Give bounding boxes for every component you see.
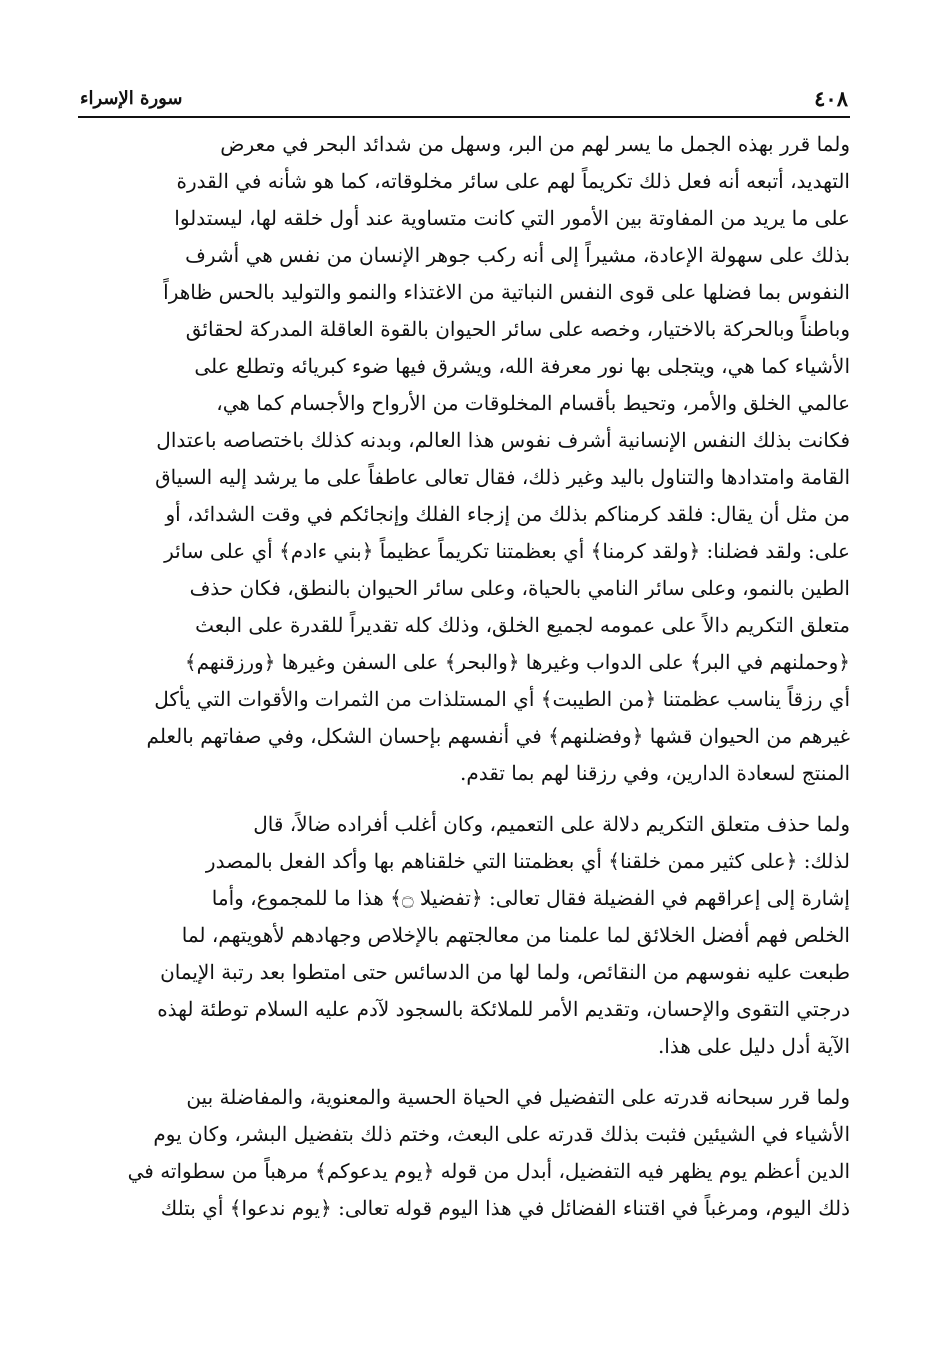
text-line: أي رزقاً يناسب عظمتنا ﴿من الطيبت﴾ أي المستلذات من الثمرات والأقوات التي يأكل bbox=[154, 687, 850, 711]
text-line: طبعت عليه نفوسهم من النقائص، ولما لها من الدسائس حتى امتطوا بعد رتبة الإيمان bbox=[160, 960, 850, 984]
book-page bbox=[78, 80, 850, 1330]
text-line: إشارة إلى إعراقهم في الفضيلة فقال تعالى: ﴿تفضيلا ۝﴾ هذا ما للمجموع، وأما bbox=[211, 886, 850, 910]
text-line: الآية أدل دليل على هذا. bbox=[657, 1034, 850, 1058]
text-line: على ما يريد من المفاوتة بين الأمور التي كانت متساوية عند أول خلقه لها، ليستدلوا bbox=[174, 206, 850, 230]
text-line: النفوس بما فضلها على قوى النفس النباتية من الاغتذاء والنمو والتوليد بالحس ظاهراً bbox=[163, 280, 850, 304]
text-line: بذلك على سهولة الإعادة، مشيراً إلى أنه ركب جوهر الإنسان من نفس هي أشرف bbox=[185, 243, 850, 267]
text-line: ولما قرر سبحانه قدرته على التفضيل في الحياة الحسية والمعنوية، والمفاضلة بين bbox=[186, 1085, 850, 1109]
text-line: على: ولقد فضلنا: ﴿ولقد كرمنا﴾ أي بعظمتنا تكريماً عظيماً ﴿بني ءادم﴾ أي على سائر bbox=[164, 539, 850, 563]
text-line: الدين أعظم يوم يظهر فيه التفضيل، أبدل من قوله ﴿يوم يدعوكم﴾ مرهباً من سطواته في bbox=[127, 1159, 850, 1183]
text-line: ولما قرر بهذه الجمل ما يسر لهم من البر، وسهل من شدائد البحر في معرض bbox=[220, 132, 850, 156]
text-line: الأشياء في الشيئين فثبت بذلك قدرته على البعث، وختم ذلك بتفضيل البشر، وكان يوم bbox=[153, 1122, 850, 1146]
text-line: ﴿وحملنهم في البر﴾ على الدواب وغيرها ﴿والبحر﴾ على السفن وغيرها ﴿ورزقنهم﴾ bbox=[184, 650, 850, 674]
text-line: الأشياء كما هي، ويتجلى بها نور معرفة الله، ويشرق فيها ضوء كبريائه وتطلع على bbox=[194, 354, 850, 378]
text-line: فكانت بذلك النفس الإنسانية أشرف نفوس هذا العالم، وبدنه كذلك باختصاصه باعتدال bbox=[156, 428, 850, 452]
text-line: ذلك اليوم، ومرغباً في اقتناء الفضائل في هذا اليوم قوله تعالى: ﴿يوم ندعوا﴾ أي بتلك bbox=[160, 1196, 850, 1220]
text-line: وباطناً وبالحركة بالاختيار، وخصه على سائر الحيوان بالقوة العاقلة المدركة لحقائق bbox=[185, 317, 850, 341]
page-header bbox=[78, 80, 850, 118]
surah-title: سورة الإسراء bbox=[80, 88, 183, 109]
text-line: ولما حذف متعلق التكريم دلالة على التعميم، وكان أغلب أفراده ضالاً، قال bbox=[253, 812, 850, 836]
text-line: غيرهم من الحيوان قشها ﴿وفضلنهم﴾ في أنفسهم بإحسان الشكل، وفي صفاتهم بالعلم bbox=[146, 724, 850, 748]
paragraph-1 bbox=[78, 126, 850, 792]
body-text bbox=[78, 126, 850, 1227]
paragraph-3 bbox=[78, 1079, 850, 1227]
text-line: القامة وامتدادها والتناول باليد وغير ذلك، فقال تعالى عاطفاً على ما يرشد إليه السياق bbox=[155, 465, 850, 489]
text-line: المنتج لسعادة الدارين، وفي رزقنا لهم بما تقدم. bbox=[459, 761, 850, 785]
text-line: متعلق التكريم دالاً على عمومه لجميع الخلق، وذلك كله تقديراً للقدرة على البعث bbox=[195, 613, 850, 637]
text-line: درجتي التقوى والإحسان، وتقديم الأمر للملائكة بالسجود لآدم عليه السلام توطئة لهذه bbox=[157, 997, 850, 1021]
paragraph-2 bbox=[78, 806, 850, 1065]
text-line: التهديد، أتبعه أنه فعل ذلك تكريماً لهم على سائر مخلوقاته، كما هو شأنه في القدرة bbox=[176, 169, 850, 193]
page-number: ٤٠٨ bbox=[814, 86, 848, 111]
text-line: من مثل أن يقال: فلقد كرمناكم بذلك من إزجاء الفلك وإنجائكم في وقت الشدائد، أو bbox=[165, 502, 850, 526]
text-line: لذلك: ﴿على كثير ممن خلقنا﴾ أي بعظمتنا التي خلقناهم بها وأكد الفعل بالمصدر bbox=[205, 849, 850, 873]
text-line: الخلص فهم أفضل الخلائق لما علمنا من معالجتهم بالإخلاص وجهادهم لأهويتهم، لما bbox=[181, 923, 850, 947]
text-line: عالمي الخلق والأمر، وتحيط بأقسام المخلوقات من الأرواح والأجسام كما هي، bbox=[216, 391, 850, 415]
text-line: الطين بالنمو، وعلى سائر النامي بالحياة، وعلى سائر الحيوان بالنطق، فكان حذف bbox=[189, 576, 850, 600]
